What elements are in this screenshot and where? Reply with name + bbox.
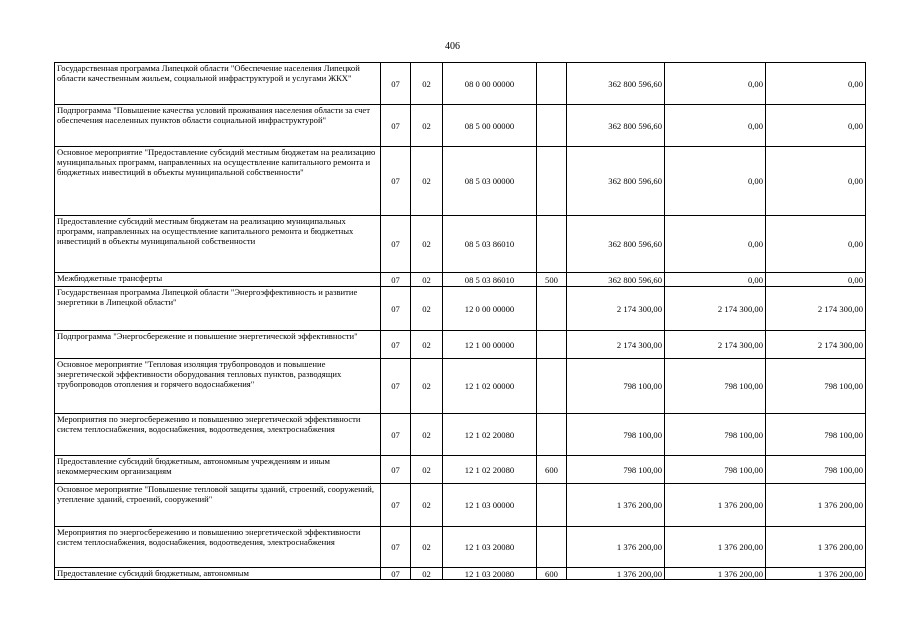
- section-code: 07: [381, 414, 411, 456]
- table-row: [55, 105, 866, 147]
- sum-year-3: 1 376 200,00: [766, 527, 866, 568]
- row-name: Подпрограмма "Энергосбережение и повышение энергетической эффективности": [55, 331, 381, 359]
- sum-year-1: 362 800 596,60: [567, 216, 665, 273]
- expense-type-code: [537, 359, 567, 414]
- row-name: Подпрограмма "Повышение качества условий проживания населения области за счет обеспечения населенных пунктов области социальной инфраструктурой": [55, 105, 381, 147]
- row-name: Межбюджетные трансферты: [55, 273, 381, 287]
- sum-year-1: 362 800 596,60: [567, 147, 665, 216]
- sum-year-1: 798 100,00: [567, 414, 665, 456]
- table-row: [55, 287, 866, 331]
- table-row: [55, 568, 866, 580]
- section-code: 07: [381, 484, 411, 527]
- sum-year-1: 2 174 300,00: [567, 287, 665, 331]
- row-name: Предоставление субсидий местным бюджетам на реализацию муниципальных программ, направленных на осуществление капитального ремонта и бюджетных инвестиций в объекты муниципальной собственности: [55, 216, 381, 273]
- expense-type-code: [537, 105, 567, 147]
- expense-type-code: [537, 331, 567, 359]
- sum-year-3: 0,00: [766, 105, 866, 147]
- sum-year-1: 362 800 596,60: [567, 105, 665, 147]
- section-code: 07: [381, 331, 411, 359]
- sum-year-3: 0,00: [766, 147, 866, 216]
- sum-year-2: 0,00: [665, 63, 766, 105]
- sum-year-3: 1 376 200,00: [766, 484, 866, 527]
- expense-type-code: [537, 527, 567, 568]
- subsection-code: 02: [411, 359, 443, 414]
- target-article-code: 12 1 02 20080: [443, 456, 537, 484]
- target-article-code: 12 0 00 00000: [443, 287, 537, 331]
- table-row: [55, 527, 866, 568]
- expense-type-code: [537, 287, 567, 331]
- sum-year-3: 0,00: [766, 63, 866, 105]
- table-row: [55, 273, 866, 287]
- budget-table: [54, 62, 866, 580]
- target-article-code: 08 5 00 00000: [443, 105, 537, 147]
- target-article-code: 12 1 03 20080: [443, 527, 537, 568]
- target-article-code: 08 5 03 86010: [443, 216, 537, 273]
- subsection-code: 02: [411, 287, 443, 331]
- subsection-code: 02: [411, 216, 443, 273]
- sum-year-1: 1 376 200,00: [567, 484, 665, 527]
- table-row: [55, 147, 866, 216]
- sum-year-2: 0,00: [665, 216, 766, 273]
- sum-year-2: 0,00: [665, 105, 766, 147]
- row-name: Государственная программа Липецкой области "Обеспечение населения Липецкой области качественным жильем, социальной инфраструктурой и услугами ЖКХ": [55, 63, 381, 105]
- sum-year-1: 1 376 200,00: [567, 568, 665, 580]
- section-code: 07: [381, 105, 411, 147]
- row-name: Предоставление субсидий бюджетным, автономным: [55, 568, 381, 580]
- sum-year-3: 798 100,00: [766, 359, 866, 414]
- target-article-code: 08 5 03 00000: [443, 147, 537, 216]
- subsection-code: 02: [411, 568, 443, 580]
- target-article-code: 12 1 02 00000: [443, 359, 537, 414]
- expense-type-code: [537, 63, 567, 105]
- expense-type-code: 500: [537, 273, 567, 287]
- subsection-code: 02: [411, 105, 443, 147]
- row-name: Основное мероприятие "Повышение тепловой защиты зданий, строений, сооружений, утепление зданий, строений, сооружений": [55, 484, 381, 527]
- subsection-code: 02: [411, 456, 443, 484]
- sum-year-1: 798 100,00: [567, 456, 665, 484]
- table-row: [55, 216, 866, 273]
- sum-year-3: 798 100,00: [766, 456, 866, 484]
- table-row: [55, 456, 866, 484]
- table-row: [55, 414, 866, 456]
- section-code: 07: [381, 359, 411, 414]
- target-article-code: 12 1 03 20080: [443, 568, 537, 580]
- expense-type-code: [537, 216, 567, 273]
- sum-year-3: 2 174 300,00: [766, 287, 866, 331]
- expense-type-code: [537, 414, 567, 456]
- sum-year-3: 798 100,00: [766, 414, 866, 456]
- subsection-code: 02: [411, 331, 443, 359]
- target-article-code: 08 0 00 00000: [443, 63, 537, 105]
- section-code: 07: [381, 287, 411, 331]
- sum-year-2: 1 376 200,00: [665, 527, 766, 568]
- expense-type-code: 600: [537, 456, 567, 484]
- row-name: Мероприятия по энергосбережению и повышению энергетической эффективности систем теплоснабжения, водоснабжения, водоотведения, электроснабжения: [55, 527, 381, 568]
- sum-year-2: 2 174 300,00: [665, 287, 766, 331]
- section-code: 07: [381, 456, 411, 484]
- table-row: [55, 359, 866, 414]
- target-article-code: 12 1 02 20080: [443, 414, 537, 456]
- target-article-code: 08 5 03 86010: [443, 273, 537, 287]
- section-code: 07: [381, 273, 411, 287]
- page-number: 406: [445, 41, 460, 52]
- row-name: Основное мероприятие "Тепловая изоляция трубопроводов и повышение энергетической эффективности оборудования тепловых пунктов, разводящих трубопроводов отопления и горячего водоснабжения": [55, 359, 381, 414]
- sum-year-1: 362 800 596,60: [567, 273, 665, 287]
- subsection-code: 02: [411, 527, 443, 568]
- target-article-code: 12 1 03 00000: [443, 484, 537, 527]
- sum-year-3: 0,00: [766, 216, 866, 273]
- section-code: 07: [381, 568, 411, 580]
- sum-year-1: 362 800 596,60: [567, 63, 665, 105]
- section-code: 07: [381, 147, 411, 216]
- sum-year-2: 2 174 300,00: [665, 331, 766, 359]
- expense-type-code: [537, 147, 567, 216]
- row-name: Предоставление субсидий бюджетным, автономным учреждениям и иным некоммерческим организациям: [55, 456, 381, 484]
- row-name: Мероприятия по энергосбережению и повышению энергетической эффективности систем теплоснабжения, водоснабжения, водоотведения, электроснабжения: [55, 414, 381, 456]
- sum-year-2: 798 100,00: [665, 456, 766, 484]
- sum-year-2: 1 376 200,00: [665, 484, 766, 527]
- subsection-code: 02: [411, 147, 443, 216]
- table-row: [55, 484, 866, 527]
- subsection-code: 02: [411, 63, 443, 105]
- sum-year-1: 2 174 300,00: [567, 331, 665, 359]
- sum-year-3: 0,00: [766, 273, 866, 287]
- section-code: 07: [381, 63, 411, 105]
- sum-year-1: 798 100,00: [567, 359, 665, 414]
- row-name: Государственная программа Липецкой области "Энергоэффективность и развитие энергетики в Липецкой области": [55, 287, 381, 331]
- row-name: Основное мероприятие "Предоставление субсидий местным бюджетам на реализацию муниципальных программ, направленных на осуществление капитального ремонта и бюджетных инвестиций в объекты муниципальной собственности": [55, 147, 381, 216]
- sum-year-3: 2 174 300,00: [766, 331, 866, 359]
- sum-year-2: 798 100,00: [665, 414, 766, 456]
- sum-year-2: 1 376 200,00: [665, 568, 766, 580]
- expense-type-code: 600: [537, 568, 567, 580]
- section-code: 07: [381, 527, 411, 568]
- section-code: 07: [381, 216, 411, 273]
- table-row: [55, 331, 866, 359]
- subsection-code: 02: [411, 414, 443, 456]
- sum-year-2: 798 100,00: [665, 359, 766, 414]
- sum-year-2: 0,00: [665, 147, 766, 216]
- sum-year-3: 1 376 200,00: [766, 568, 866, 580]
- sum-year-1: 1 376 200,00: [567, 527, 665, 568]
- target-article-code: 12 1 00 00000: [443, 331, 537, 359]
- expense-type-code: [537, 484, 567, 527]
- sum-year-2: 0,00: [665, 273, 766, 287]
- subsection-code: 02: [411, 273, 443, 287]
- subsection-code: 02: [411, 484, 443, 527]
- table-row: [55, 63, 866, 105]
